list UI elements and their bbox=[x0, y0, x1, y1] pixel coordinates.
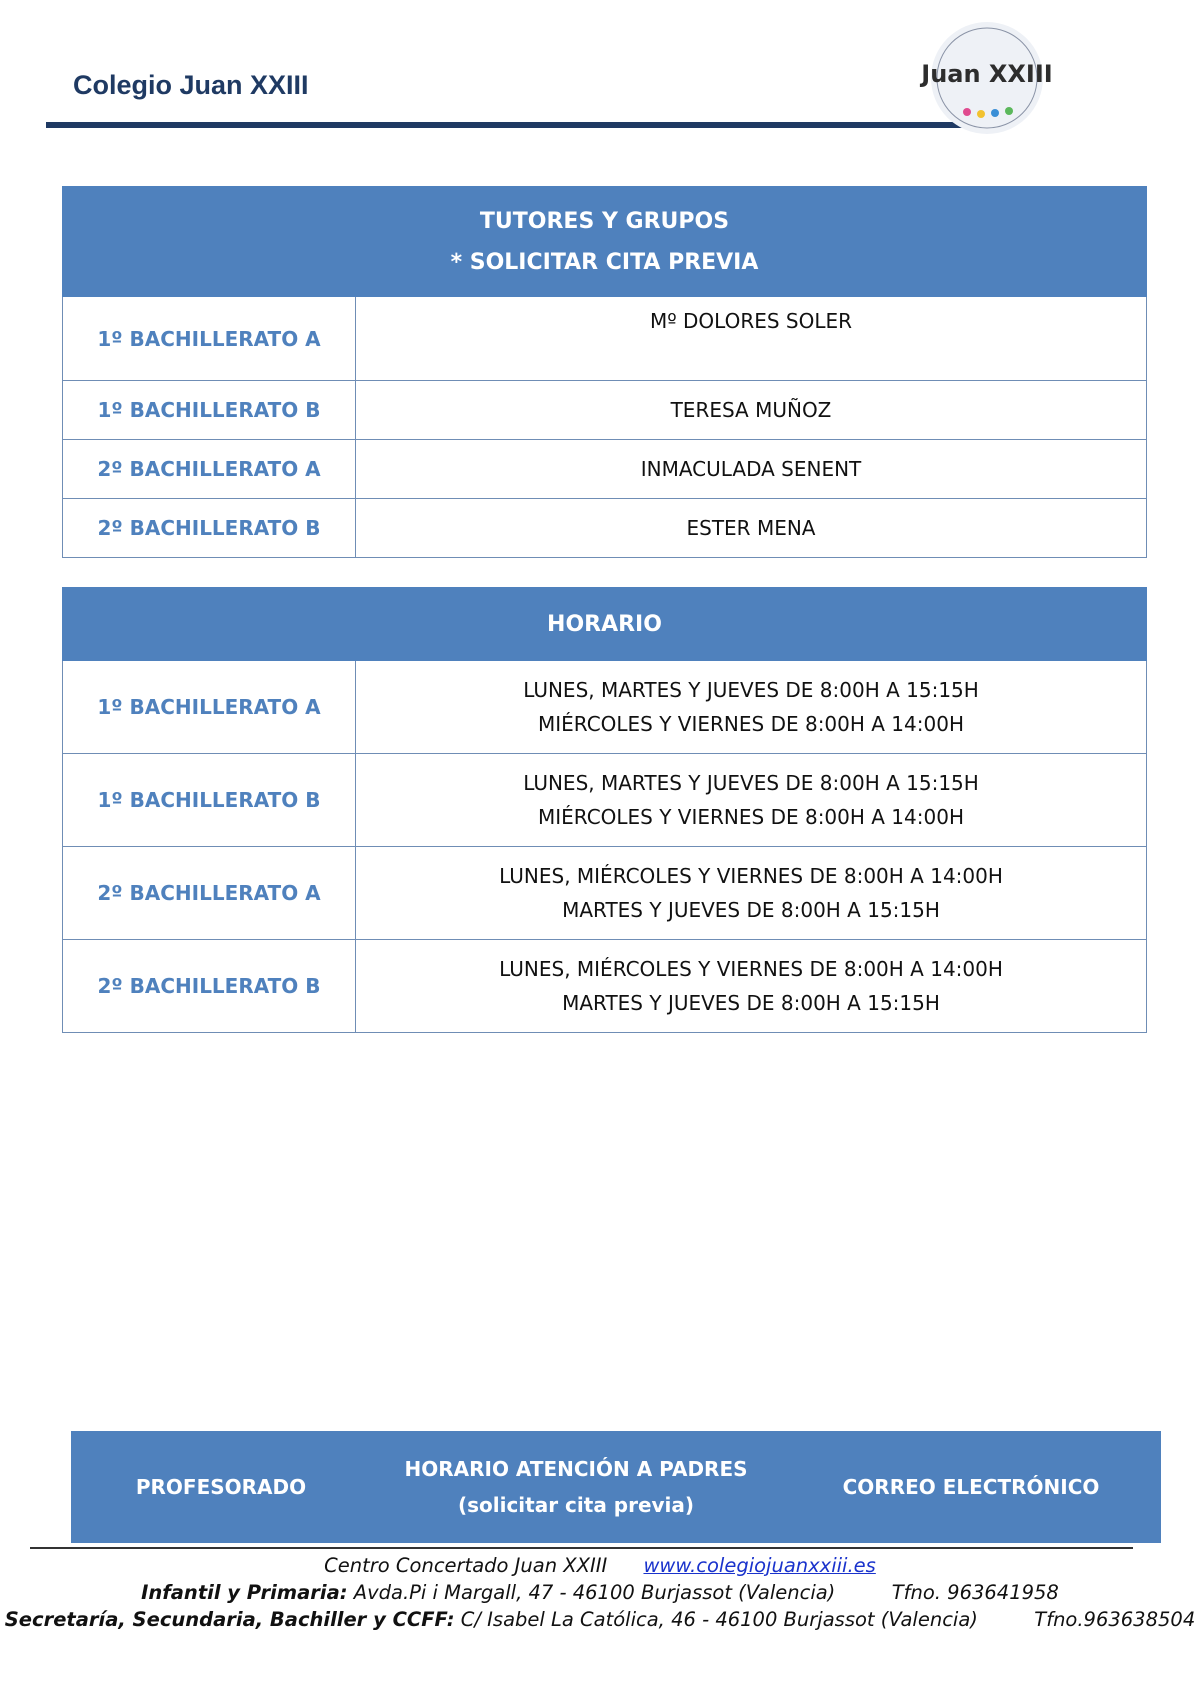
logo-text: Juan XXIII bbox=[921, 60, 1053, 88]
tutor-cell: INMACULADA SENENT bbox=[356, 440, 1147, 499]
email-column-header: CORREO ELECTRÓNICO bbox=[842, 1475, 1100, 1499]
schedule-cell bbox=[356, 940, 1147, 1033]
table-row bbox=[63, 381, 1147, 440]
logo-figure-blue bbox=[991, 109, 999, 117]
tutor-cell: ESTER MENA bbox=[356, 499, 1147, 558]
secondary-label: Secretaría, Secundaria, Bachiller y CCFF: bbox=[4, 1608, 455, 1631]
schedule-line: LUNES, MIÉRCOLES Y VIERNES DE 8:00H A 14:00H bbox=[499, 957, 1003, 981]
tutors-table-header bbox=[63, 187, 1147, 297]
parent-hours-note: (solicitar cita previa) bbox=[457, 1493, 695, 1517]
contact-header-bar bbox=[71, 1431, 1161, 1543]
primary-phone: Tfno. 963641958 bbox=[891, 1581, 1059, 1604]
logo-figure-yellow bbox=[977, 110, 985, 118]
table-row bbox=[63, 661, 1147, 754]
school-logo bbox=[910, 10, 1060, 150]
schedule-line: LUNES, MARTES Y JUEVES DE 8:00H A 15:15H bbox=[523, 771, 979, 795]
group-cell: 1º BACHILLERATO A bbox=[63, 661, 356, 754]
table-row bbox=[63, 940, 1147, 1033]
school-name: Colegio Juan XXIII bbox=[73, 70, 309, 100]
schedule-line: MIÉRCOLES Y VIERNES DE 8:00H A 14:00H bbox=[538, 712, 964, 736]
footer-line-2 bbox=[0, 1581, 1200, 1604]
secondary-address: C/ Isabel La Católica, 46 - 46100 Burjassot (Valencia) bbox=[460, 1608, 978, 1631]
table-row bbox=[63, 754, 1147, 847]
schedule-table bbox=[62, 587, 1147, 1033]
group-cell: 1º BACHILLERATO A bbox=[63, 297, 356, 381]
group-cell: 2º BACHILLERATO B bbox=[63, 499, 356, 558]
schedule-title: HORARIO bbox=[63, 588, 1147, 661]
secondary-phone: Tfno.963638504 bbox=[1034, 1608, 1196, 1631]
tutors-subtitle: * SOLICITAR CITA PREVIA bbox=[450, 249, 759, 275]
footer-rule bbox=[30, 1547, 1133, 1549]
tutors-title: TUTORES Y GRUPOS bbox=[479, 208, 730, 234]
table-row bbox=[63, 297, 1147, 381]
footer-line-1 bbox=[0, 1554, 1200, 1577]
header-rule bbox=[46, 122, 992, 128]
primary-label: Infantil y Primaria: bbox=[141, 1581, 348, 1604]
website-link[interactable]: www.colegiojuanxxiii.es bbox=[643, 1554, 876, 1577]
group-cell: 2º BACHILLERATO B bbox=[63, 940, 356, 1033]
schedule-line: LUNES, MIÉRCOLES Y VIERNES DE 8:00H A 14:00H bbox=[499, 864, 1003, 888]
parent-hours-title: HORARIO ATENCIÓN A PADRES bbox=[404, 1457, 748, 1481]
footer-line-3 bbox=[0, 1608, 1200, 1631]
group-cell: 1º BACHILLERATO B bbox=[63, 754, 356, 847]
tutor-cell: Mº DOLORES SOLER bbox=[356, 297, 1147, 381]
tutors-table bbox=[62, 186, 1147, 558]
table-row bbox=[63, 847, 1147, 940]
schedule-line: LUNES, MARTES Y JUEVES DE 8:00H A 15:15H bbox=[523, 678, 979, 702]
schedule-line: MARTES Y JUEVES DE 8:00H A 15:15H bbox=[562, 898, 940, 922]
schedule-cell bbox=[356, 754, 1147, 847]
schedule-line: MIÉRCOLES Y VIERNES DE 8:00H A 14:00H bbox=[538, 805, 964, 829]
table-row bbox=[63, 499, 1147, 558]
group-cell: 2º BACHILLERATO A bbox=[63, 440, 356, 499]
logo-figure-green bbox=[1005, 107, 1013, 115]
parent-hours-column-header bbox=[371, 1431, 781, 1543]
center-name: Centro Concertado Juan XXIII bbox=[324, 1554, 608, 1577]
logo-figure-pink bbox=[963, 108, 971, 116]
group-cell: 2º BACHILLERATO A bbox=[63, 847, 356, 940]
tutor-cell: TERESA MUÑOZ bbox=[356, 381, 1147, 440]
group-cell: 1º BACHILLERATO B bbox=[63, 381, 356, 440]
schedule-cell bbox=[356, 661, 1147, 754]
teachers-column-header: PROFESORADO bbox=[135, 1475, 307, 1499]
table-row bbox=[63, 440, 1147, 499]
primary-address: Avda.Pi i Margall, 47 - 46100 Burjassot (Valencia) bbox=[353, 1581, 836, 1604]
schedule-cell bbox=[356, 847, 1147, 940]
schedule-line: MARTES Y JUEVES DE 8:00H A 15:15H bbox=[562, 991, 940, 1015]
